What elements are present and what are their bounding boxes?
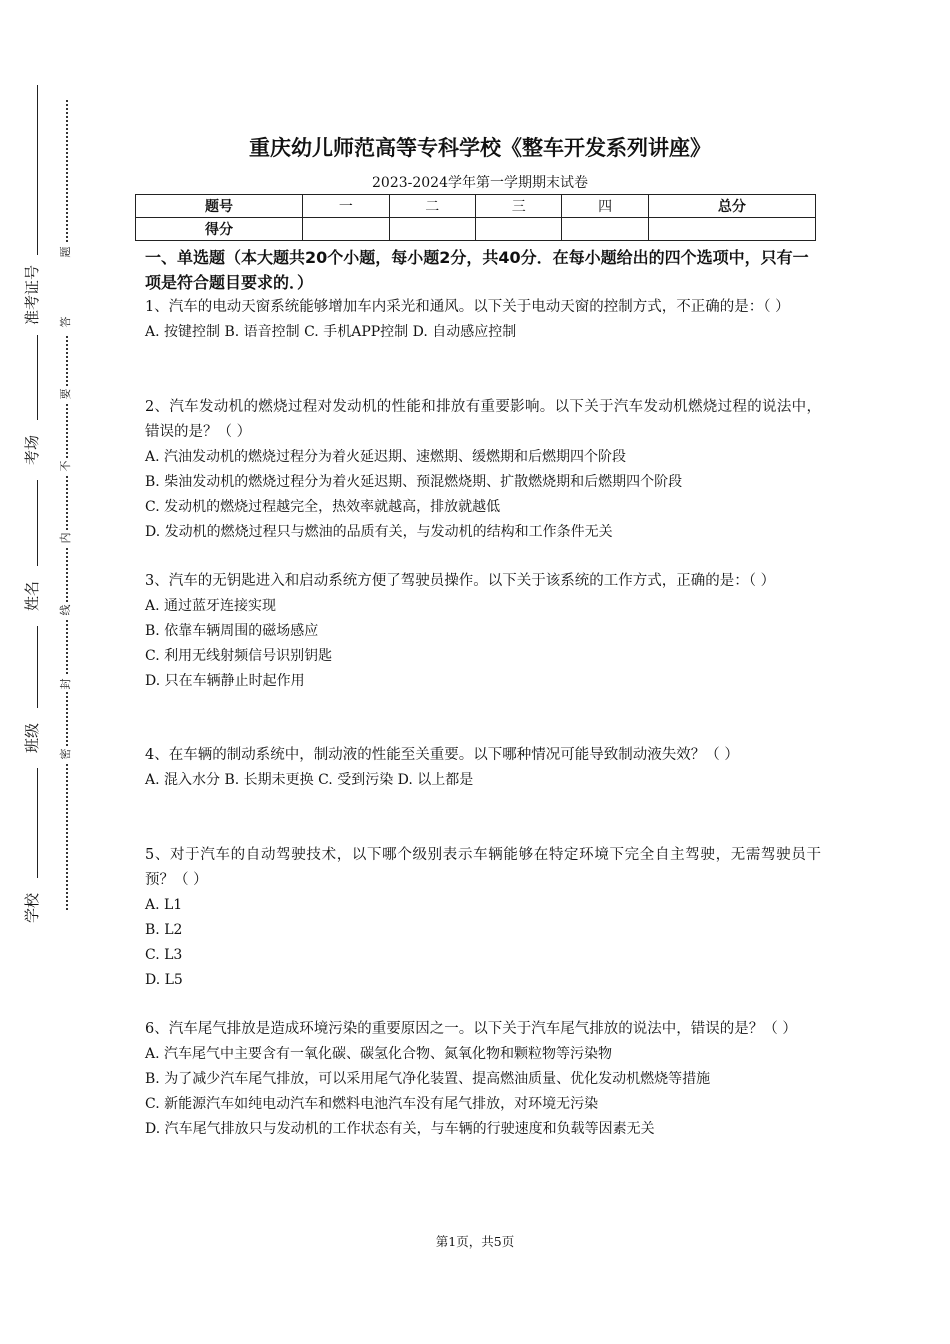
question-stem: 2、汽车发动机的燃烧过程对发动机的性能和排放有重要影响。以下关于汽车发动机燃烧过程的说法中，错误的是？（ ）: [145, 399, 821, 440]
seal-word: 题: [58, 244, 74, 260]
score-table-cell: 总分: [648, 195, 815, 218]
score-entry-cell[interactable]: [389, 218, 475, 241]
school-label: 学校: [2, 878, 62, 938]
score-entry-cell[interactable]: [475, 218, 561, 241]
score-table: [135, 194, 816, 241]
question-2: [145, 395, 821, 545]
page-number: 第1页，共5页: [435, 1234, 515, 1249]
seal-word: 封: [58, 676, 74, 692]
question-option: C. 利用无线射频信号识别钥匙: [145, 648, 333, 664]
question-option: D. 发动机的燃烧过程只与燃油的品质有关，与发动机的结构和工作条件无关: [145, 524, 613, 540]
seal-word: 密: [58, 746, 74, 762]
score-table-cell: 三: [475, 195, 561, 218]
question-option: D. L5: [145, 972, 183, 988]
score-entry-cell[interactable]: [648, 218, 815, 241]
exam-number-label: 准考证号: [0, 255, 72, 335]
score-table-cell: 得分: [136, 218, 303, 241]
question-option: B. L2: [145, 922, 183, 938]
section-heading: 一、单选题（本大题共20个小题，每小题2分，共40分．在每小题给出的四个选项中，只有一项是符合题目要求的．）: [145, 248, 809, 292]
question-option: A. 按键控制 B. 语音控制 C. 手机APP控制 D. 自动感应控制: [145, 324, 517, 340]
question-option: A. 通过蓝牙连接实现: [145, 598, 277, 614]
score-table-cell: 一: [303, 195, 389, 218]
score-table-cell: 四: [562, 195, 648, 218]
question-option: B. 依靠车辆周围的磁场感应: [145, 623, 319, 639]
question-5: [145, 843, 821, 993]
question-stem: 6、汽车尾气排放是造成环境污染的重要原因之一。以下关于汽车尾气排放的说法中，错误的是？（ ）: [145, 1021, 797, 1037]
seal-word: 不: [58, 458, 74, 474]
question-option: A. 混入水分 B. 长期未更换 C. 受到污染 D. 以上都是: [145, 772, 474, 788]
seal-word: 要: [58, 386, 74, 402]
question-option: B. 为了减少汽车尾气排放，可以采用尾气净化装置、提高燃油质量、优化发动机燃烧等措施: [145, 1071, 711, 1087]
seal-word: 内: [58, 530, 74, 546]
score-table-cell: 二: [389, 195, 475, 218]
question-6: [145, 1017, 821, 1142]
question-option: C. 新能源汽车如纯电动汽车和燃料电池汽车没有尾气排放，对环境无污染: [145, 1096, 599, 1112]
question-option: A. 汽车尾气中主要含有一氧化碳、碳氢化合物、氮氧化物和颗粒物等污染物: [145, 1046, 613, 1062]
seal-word: 答: [58, 314, 74, 330]
question-option: D. 只在车辆静止时起作用: [145, 673, 305, 689]
question-option: A. L1: [145, 897, 183, 913]
question-stem: 4、在车辆的制动系统中，制动液的性能至关重要。以下哪种情况可能导致制动液失效？（ ）: [145, 747, 739, 763]
name-label: 姓名: [2, 566, 62, 626]
score-entry-cell[interactable]: [562, 218, 648, 241]
question-4: [145, 743, 821, 793]
score-entry-cell[interactable]: [303, 218, 389, 241]
seal-word: 线: [58, 602, 74, 618]
question-option: C. 发动机的燃烧过程越完全，热效率就越高，排放就越低: [145, 499, 501, 515]
question-option: A. 汽油发动机的燃烧过程分为着火延迟期、速燃期、缓燃期和后燃期四个阶段: [145, 449, 627, 465]
class-label: 班级: [2, 708, 62, 768]
question-stem: 1、汽车的电动天窗系统能够增加车内采光和通风。以下关于电动天窗的控制方式，不正确的是：（ ）: [145, 299, 790, 315]
question-1: [145, 295, 821, 345]
binding-line: [37, 85, 38, 925]
question-option: C. L3: [145, 947, 183, 963]
exam-subtitle: 2023-2024学年第一学期期末试卷: [372, 175, 588, 191]
question-stem: 5、对于汽车的自动驾驶技术，以下哪个级别表示车辆能够在特定环境下完全自主驾驶，无需驾驶员干预？（ ）: [145, 847, 821, 888]
score-table-header-row: [136, 195, 816, 218]
seal-dotted-line: [66, 100, 68, 910]
question-stem: 3、汽车的无钥匙进入和启动系统方便了驾驶员操作。以下关于该系统的工作方式，正确的是：（ ）: [145, 573, 776, 589]
question-3: [145, 569, 821, 694]
exam-title: 重庆幼儿师范高等专科学校《整车开发系列讲座》: [249, 136, 711, 160]
score-table-score-row: [136, 218, 816, 241]
question-option: D. 汽车尾气排放只与发动机的工作状态有关，与车辆的行驶速度和负载等因素无关: [145, 1121, 655, 1137]
exam-room-label: 考场: [2, 420, 62, 480]
question-option: B. 柴油发动机的燃烧过程分为着火延迟期、预混燃烧期、扩散燃烧期和后燃期四个阶段: [145, 474, 683, 490]
score-table-cell: 题号: [136, 195, 303, 218]
